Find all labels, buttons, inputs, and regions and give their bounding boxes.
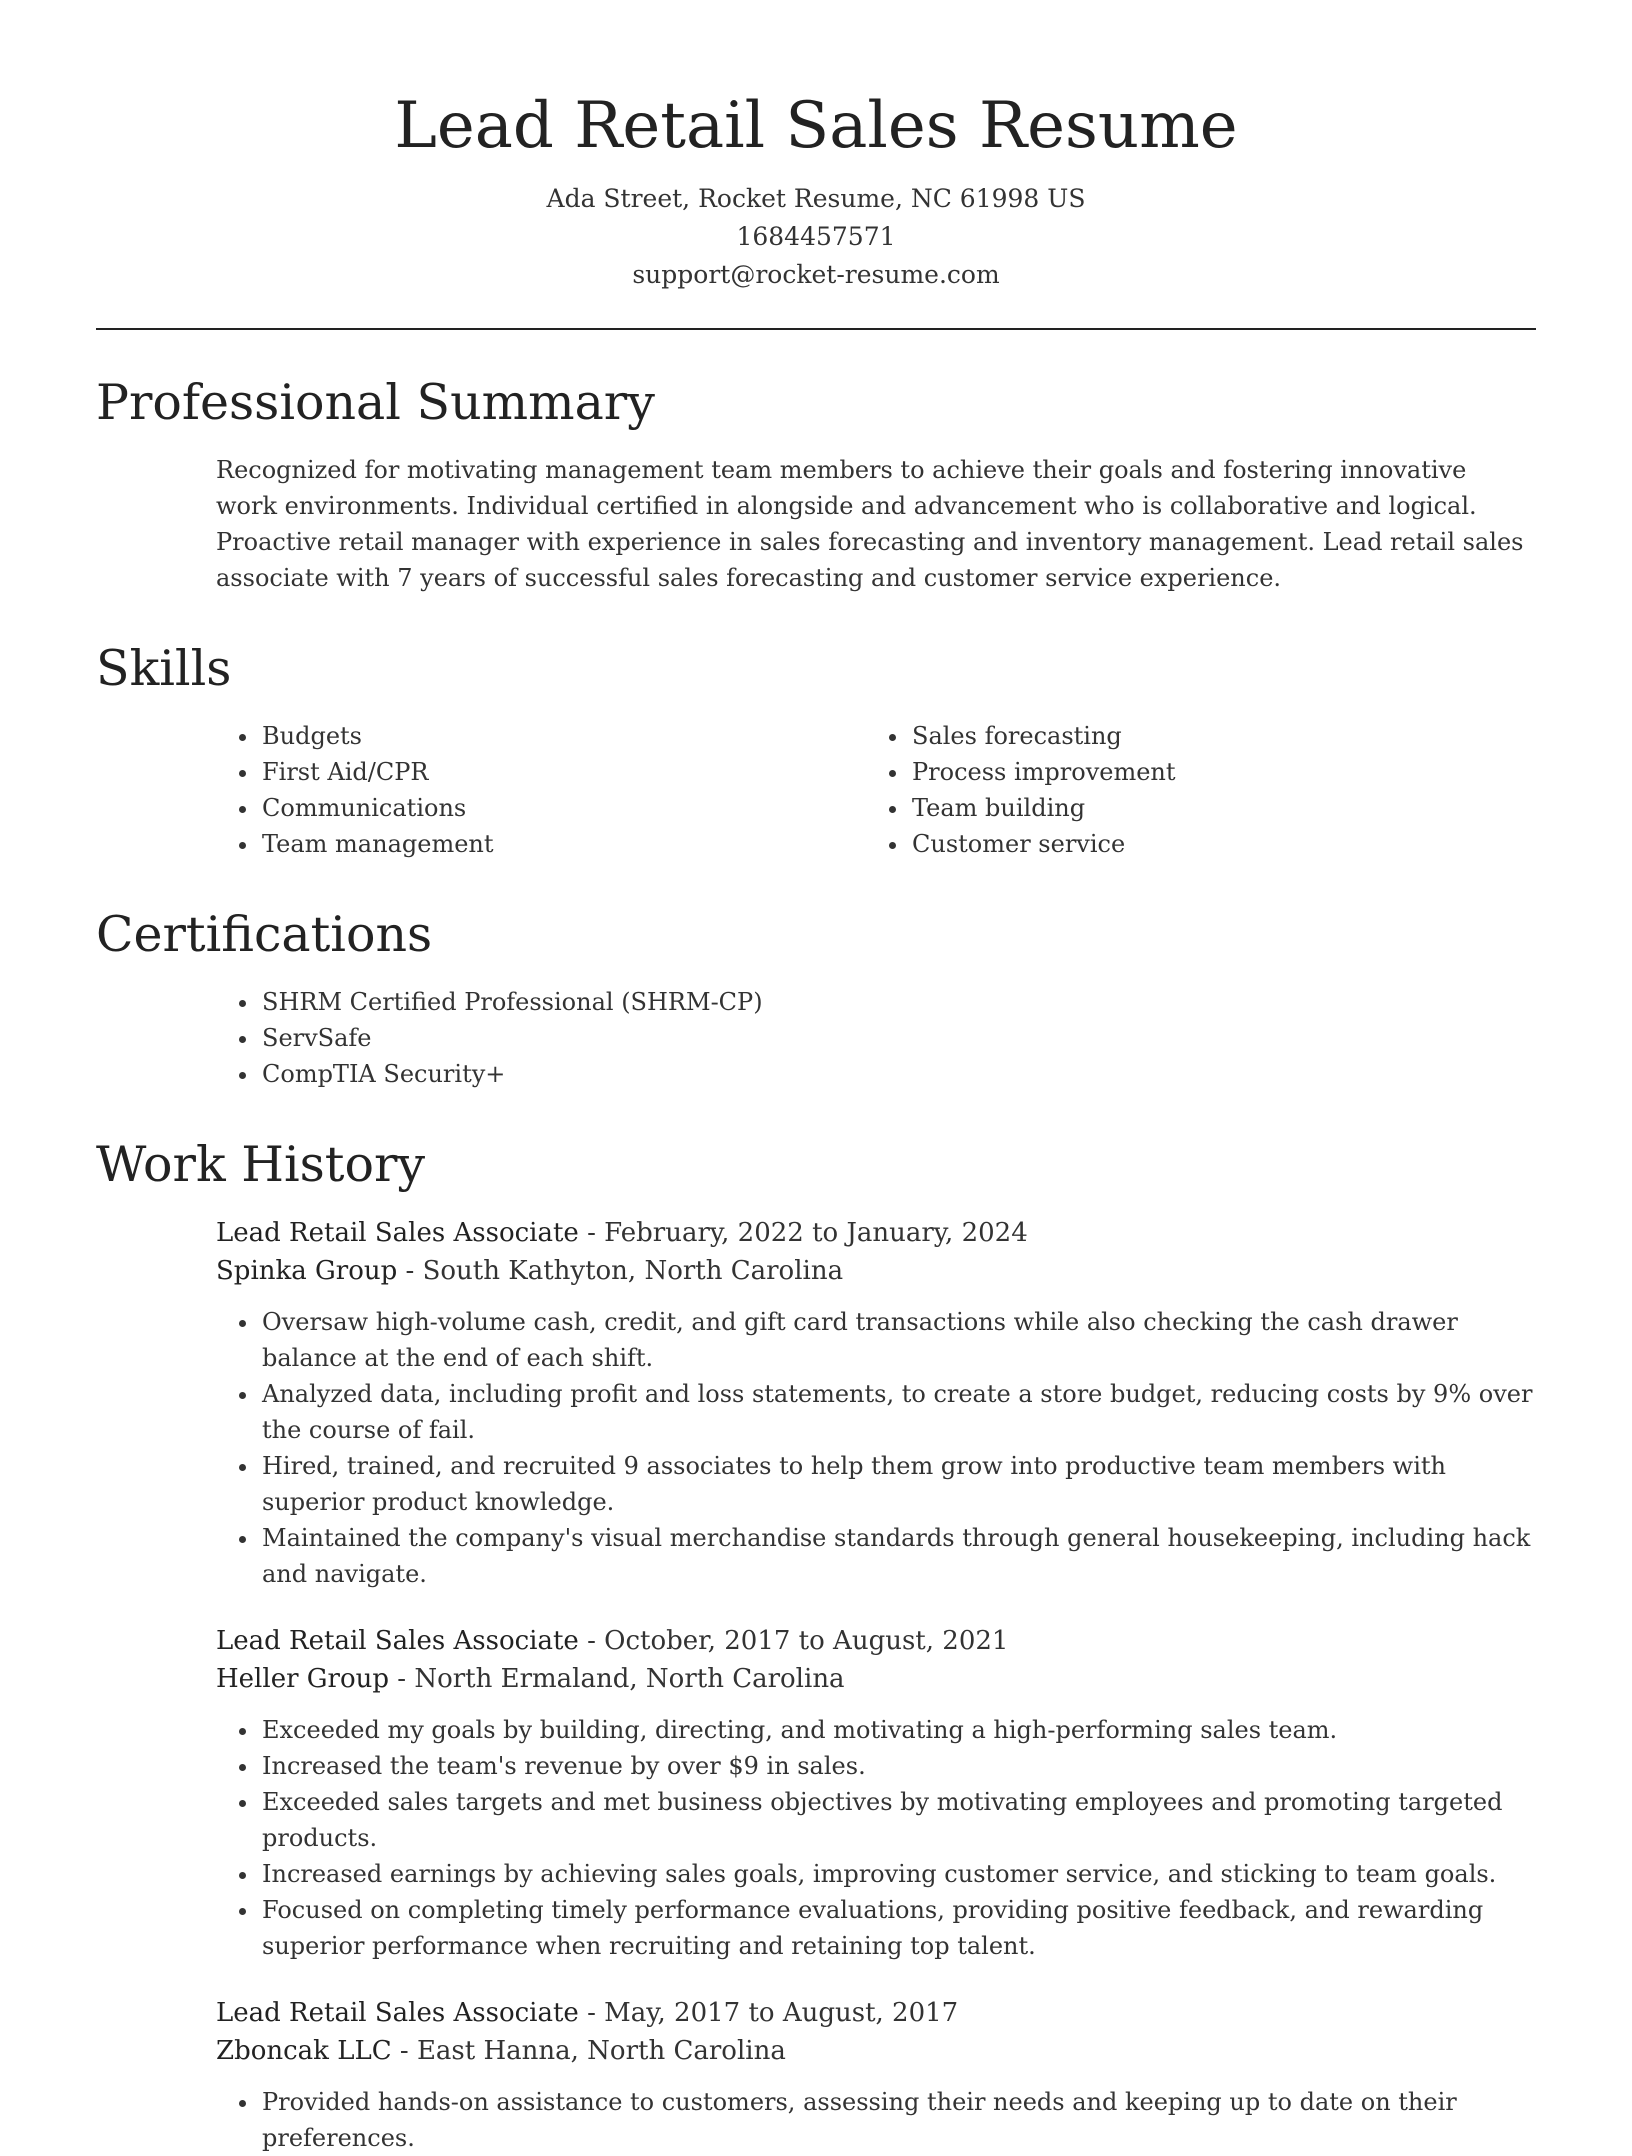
certifications-heading: Certifications	[96, 906, 433, 963]
job-bullet: • Oversaw high-volume cash, credit, and gift card transactions while also checking the cash drawer balance at the end of each shift.	[260, 1304, 1536, 1376]
job-bullet: • Exceeded sales targets and met business objectives by motivating employees and promoting targeted products.	[260, 1784, 1536, 1856]
certification-item: • SHRM Certified Professional (SHRM-CP)	[260, 984, 1536, 1020]
job-title: Lead Retail Sales Associate	[216, 1218, 579, 1248]
job-company: Zboncak LLC	[216, 2036, 392, 2066]
work-history-section	[96, 1134, 1536, 2156]
job-location: - North Ermaland, North Carolina	[389, 1664, 845, 1694]
header-divider	[96, 328, 1536, 330]
job-dates: - October, 2017 to August, 2021	[578, 1626, 1009, 1656]
job-bullet: • Increased earnings by achieving sales goals, improving customer service, and sticking to team goals.	[260, 1856, 1536, 1892]
skill-item: • First Aid/CPR	[260, 754, 866, 790]
job-bullet: • Provided hands-on assistance to customers, assessing their needs and keeping up to date on their preferences.	[260, 2084, 1536, 2156]
resume-header	[96, 0, 1536, 294]
contact-info	[96, 180, 1536, 294]
skills-section	[96, 638, 1536, 862]
skills-grid	[96, 718, 1536, 862]
job-location: - South Kathyton, North Carolina	[397, 1256, 844, 1286]
skill-item: • Communications	[260, 790, 866, 826]
job-title: Lead Retail Sales Associate	[216, 1626, 579, 1656]
contact-phone: 1684457571	[736, 222, 896, 251]
skill-item: • Team building	[910, 790, 1516, 826]
job-location: - East Hanna, North Carolina	[391, 2036, 786, 2066]
contact-address: Ada Street, Rocket Resume, NC 61998 US	[546, 184, 1086, 213]
job-bullets	[216, 1712, 1536, 1964]
skill-item: • Sales forecasting	[910, 718, 1516, 754]
job-title: Lead Retail Sales Associate	[216, 1998, 579, 2028]
job-entry	[216, 1994, 1536, 2156]
job-bullet: • Focused on completing timely performance evaluations, providing positive feedback, and rewarding superior performance when recruiting and retaining top talent.	[260, 1892, 1536, 1964]
resume-title: Lead Retail Sales Resume	[394, 89, 1238, 163]
skill-item: • Process improvement	[910, 754, 1516, 790]
skill-item: • Customer service	[910, 826, 1516, 862]
skills-column-left	[216, 718, 866, 862]
summary-section	[96, 372, 1536, 596]
skill-item: • Budgets	[260, 718, 866, 754]
job-bullet: • Hired, trained, and recruited 9 associates to help them grow into productive team members with superior product knowledge.	[260, 1448, 1536, 1520]
job-company: Heller Group	[216, 1664, 390, 1694]
skills-heading: Skills	[96, 640, 232, 697]
work-history-heading: Work History	[96, 1136, 426, 1193]
job-dates: - May, 2017 to August, 2017	[578, 1998, 959, 2028]
job-bullet: • Exceeded my goals by building, directing, and motivating a high-performing sales team.	[260, 1712, 1536, 1748]
job-bullets	[216, 2084, 1536, 2156]
job-company: Spinka Group	[216, 1256, 398, 1286]
job-bullets	[216, 1304, 1536, 1592]
job-dates: - February, 2022 to January, 2024	[578, 1218, 1028, 1248]
certifications-list	[216, 984, 1536, 1092]
certifications-section	[96, 904, 1536, 1092]
certification-item: • CompTIA Security+	[260, 1056, 1536, 1092]
job-title-line	[216, 1622, 1536, 1660]
skills-column-right	[866, 718, 1516, 862]
job-title-line	[216, 1994, 1536, 2032]
job-bullet: • Maintained the company's visual merchandise standards through general housekeeping, including hack and navigate.	[260, 1520, 1536, 1592]
summary-heading: Professional Summary	[96, 374, 655, 431]
job-bullet: • Increased the team's revenue by over $9 in sales.	[260, 1748, 1536, 1784]
job-entry	[216, 1214, 1536, 1592]
job-bullet: • Analyzed data, including profit and loss statements, to create a store budget, reducing costs by 9% over the course of fail.	[260, 1376, 1536, 1448]
job-title-line	[216, 1214, 1536, 1252]
job-company-line	[216, 1660, 1536, 1698]
certification-item: • ServSafe	[260, 1020, 1536, 1056]
skill-item: • Team management	[260, 826, 866, 862]
contact-email: support@rocket-resume.com	[632, 260, 1000, 289]
summary-text: Recognized for motivating management team members to achieve their goals and fostering innovative work environments. Individual certified in alongside and advancement who is collaborative and logical. Proactive retail manager with experience in sales forecasting and inventory management. Lead retail sales associate with 7 years of successful sales forecasting and customer service experience.	[216, 456, 1524, 592]
job-company-line	[216, 2032, 1536, 2070]
job-company-line	[216, 1252, 1536, 1290]
job-entry	[216, 1622, 1536, 1964]
